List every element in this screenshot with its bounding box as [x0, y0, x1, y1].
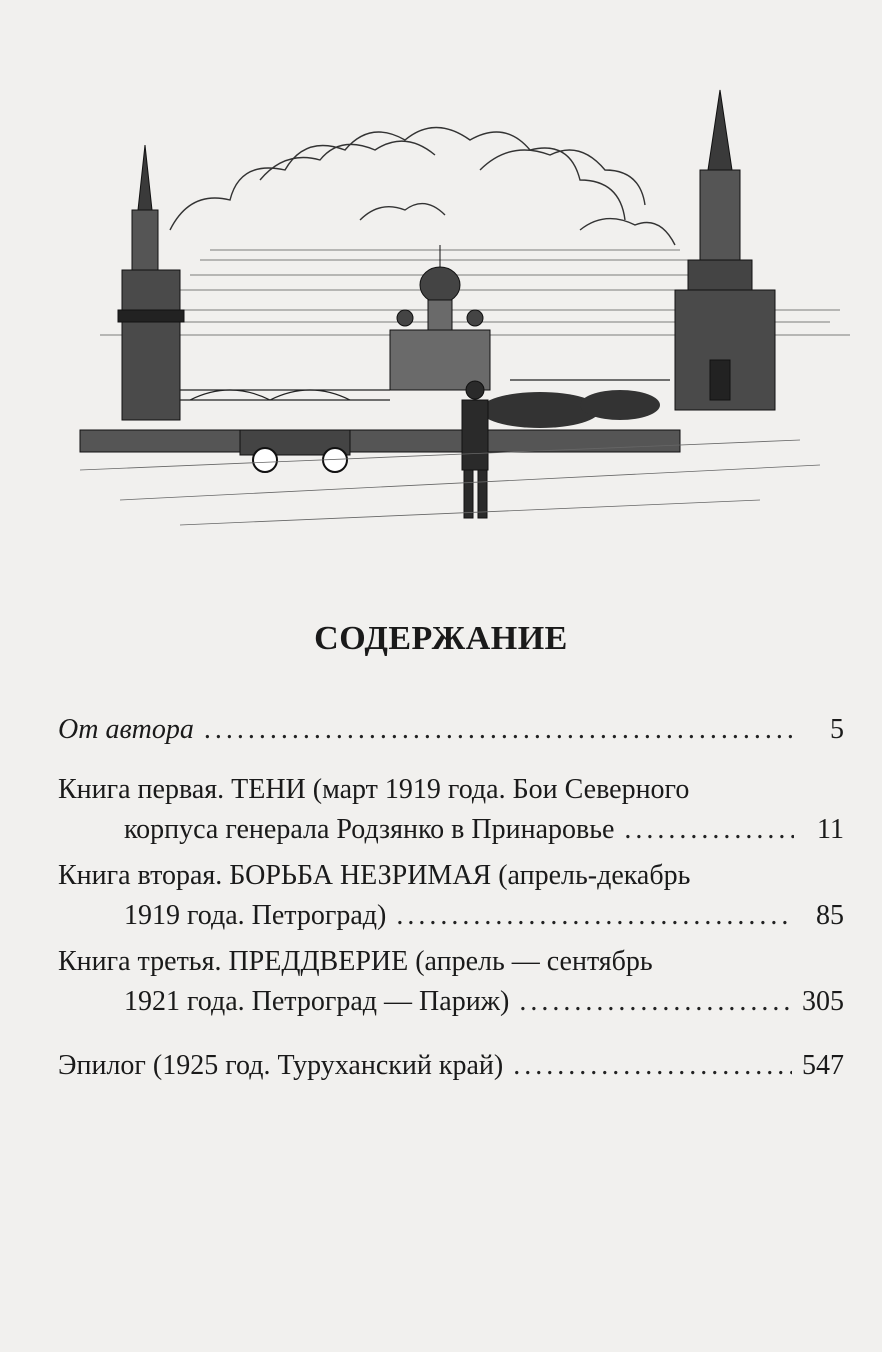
dot-leader — [513, 1046, 792, 1086]
dot-leader — [624, 810, 794, 850]
toc-entry-page: 5 — [830, 714, 844, 745]
toc-entry-book-three[interactable] — [58, 942, 844, 1022]
toc-entry-page: 85 — [816, 900, 844, 931]
toc-entry-page: 547 — [802, 1050, 844, 1081]
toc-entry-epilogue[interactable] — [58, 1046, 844, 1086]
toc-entry-title: Эпилог (1925 год. Туруханский край) — [58, 1050, 504, 1081]
table-of-contents — [58, 700, 844, 1086]
kremlin-illustration — [60, 60, 850, 550]
toc-entry-title: Книга третья. ПРЕДДВЕРИЕ (апрель — сентябрь — [58, 946, 653, 977]
toc-entry-page: 305 — [802, 986, 844, 1017]
toc-entry-book-one[interactable] — [58, 770, 844, 850]
toc-entry-book-two[interactable] — [58, 856, 844, 936]
toc-entry-title-continued: корпуса генерала Родзянко в Принаровье — [124, 814, 615, 845]
toc-title: СОДЕРЖАНИЕ — [314, 620, 568, 657]
toc-entry-page: 11 — [817, 814, 844, 845]
toc-entry-title-continued: 1919 года. Петроград) — [124, 900, 387, 931]
toc-entry-title: От автора — [58, 714, 194, 745]
dot-leader — [519, 982, 792, 1022]
toc-entry-author[interactable] — [58, 710, 844, 750]
dot-leader — [396, 896, 794, 936]
dot-leader — [204, 710, 794, 750]
toc-entry-title-continued: 1921 года. Петроград — Париж) — [124, 986, 510, 1017]
toc-entry-title: Книга вторая. БОРЬБА НЕЗРИМАЯ (апрель-декабрь — [58, 860, 691, 891]
toc-entry-title: Книга первая. ТЕНИ (март 1919 года. Бои Северного — [58, 774, 690, 805]
